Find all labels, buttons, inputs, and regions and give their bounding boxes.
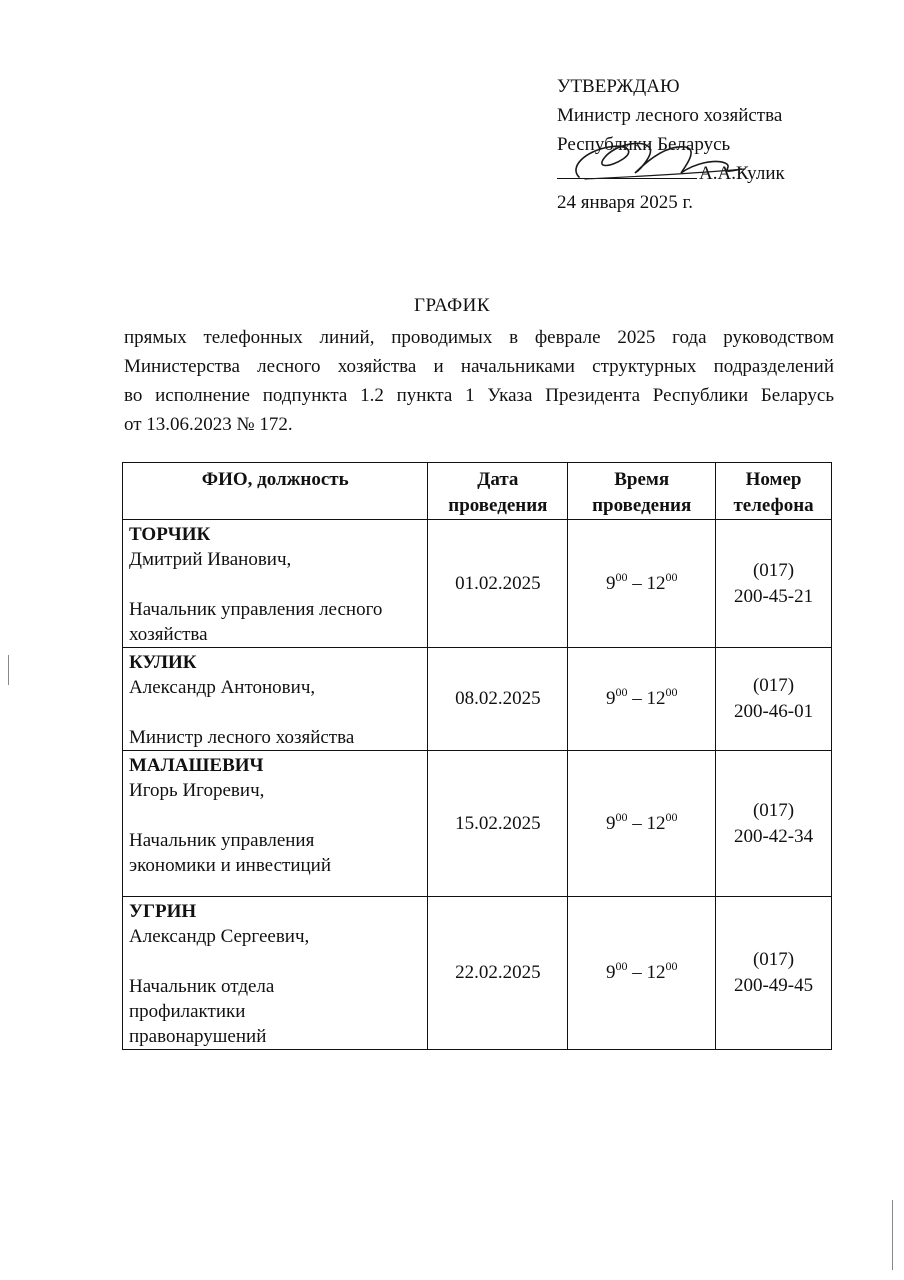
approval-position-line2: Республики Беларусь (557, 134, 731, 155)
signature-blank (557, 178, 697, 179)
date-cell: 08.02.2025 (428, 648, 568, 751)
time-cell: $9^{00} - 12^{00}$ (568, 648, 716, 751)
person-position: Министр лесного хозяйства (129, 727, 355, 748)
intro-line-4: от 13.06.2023 № 172. (124, 414, 293, 435)
signature-row (557, 159, 857, 188)
intro-line-2: Министерства лесного хозяйства и начальниками структурных подразделений (124, 356, 834, 377)
person-position: Начальник управления (129, 830, 315, 851)
scan-artifact (892, 1200, 893, 1270)
person-cell (123, 648, 428, 751)
phone-cell: (017) 200-42-34 (716, 751, 832, 897)
phone-cell: (017) 200-49-45 (716, 897, 832, 1050)
date-cell: 22.02.2025 (428, 897, 568, 1050)
approval-block (557, 72, 857, 217)
person-given-name: Игорь Игоревич, (129, 780, 265, 801)
person-position: хозяйства (129, 624, 208, 645)
person-cell (123, 751, 428, 897)
header-name: ФИО, должность (123, 463, 428, 520)
table-row (123, 897, 832, 1050)
time-cell: $9^{00} - 12^{00}$ (568, 751, 716, 897)
header-date: Дата проведения (428, 463, 568, 520)
person-position: правонарушений (129, 1026, 267, 1047)
schedule-table (122, 462, 832, 1050)
intro-line-3: во исполнение подпункта 1.2 пункта 1 Указа Президента Республики Беларусь (124, 385, 834, 406)
time-cell: $9^{00} - 12^{00}$ (568, 897, 716, 1050)
table-row (123, 751, 832, 897)
date-cell: 15.02.2025 (428, 751, 568, 897)
approval-date: 24 января 2025 г. (557, 192, 693, 213)
date-cell: 01.02.2025 (428, 520, 568, 648)
phone-cell: (017) 200-46-01 (716, 648, 832, 751)
header-time: Время проведения (568, 463, 716, 520)
time-cell: $9^{00} - 12^{00}$ (568, 520, 716, 648)
phone-cell: (017) 200-45-21 (716, 520, 832, 648)
person-position: профилактики (129, 1001, 246, 1022)
header-phone: Номер телефона (716, 463, 832, 520)
person-given-name: Александр Сергеевич, (129, 926, 310, 947)
approval-signer: А.А.Кулик (699, 163, 785, 184)
scan-artifact (8, 655, 9, 685)
person-given-name: Дмитрий Иванович, (129, 549, 292, 570)
person-position: Начальник отдела (129, 976, 275, 997)
person-cell (123, 897, 428, 1050)
approval-position-line1: Министр лесного хозяйства (557, 105, 783, 126)
person-position: Начальник управления лесного (129, 599, 383, 620)
person-cell (123, 520, 428, 648)
table-row (123, 648, 832, 751)
table-row (123, 520, 832, 648)
intro-line-1: прямых телефонных линий, проводимых в феврале 2025 года руководством (124, 327, 834, 348)
approval-heading: УТВЕРЖДАЮ (557, 76, 680, 97)
document-intro (124, 323, 834, 439)
person-surname: УГРИН (129, 901, 197, 922)
person-surname: МАЛАШЕВИЧ (129, 755, 264, 776)
document-title: ГРАФИК (413, 295, 491, 316)
table-header-row (123, 463, 832, 520)
person-surname: ТОРЧИК (129, 524, 211, 545)
person-surname: КУЛИК (129, 652, 197, 673)
person-position: экономики и инвестиций (129, 855, 331, 876)
person-given-name: Александр Антонович, (129, 677, 316, 698)
